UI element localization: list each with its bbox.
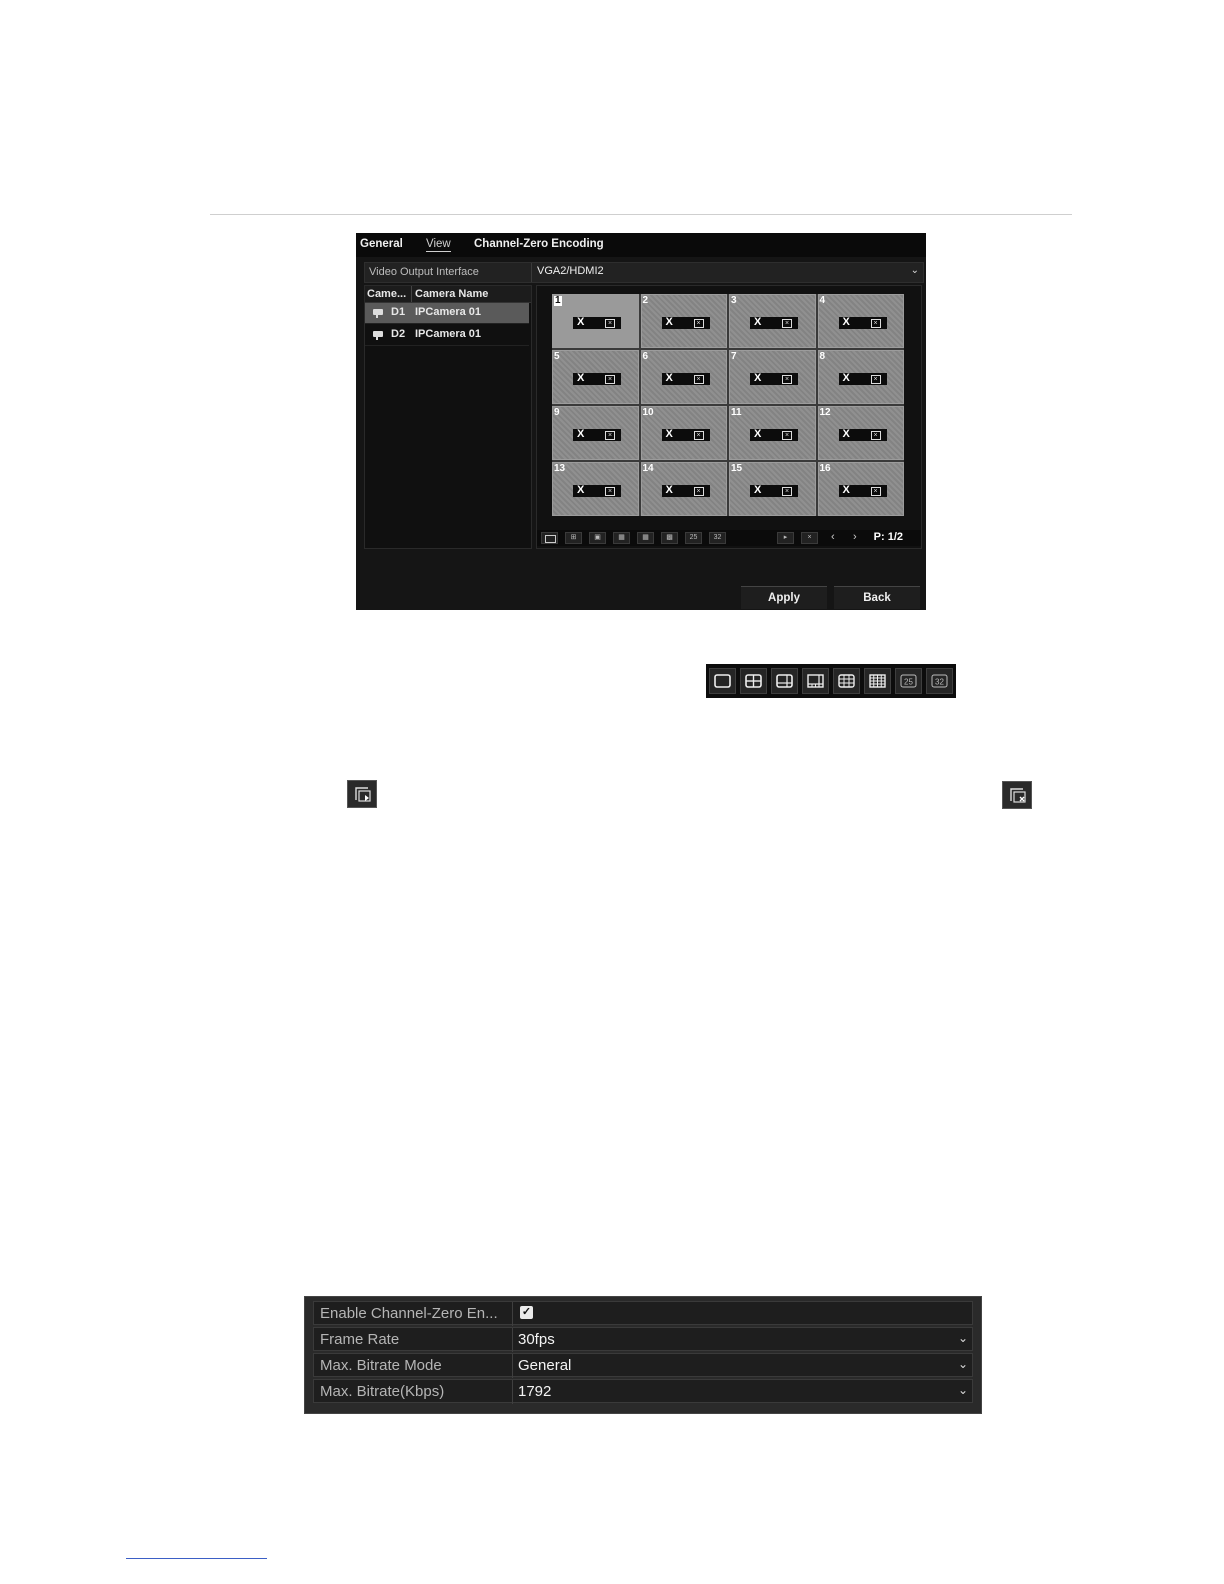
window-number: 9 <box>554 407 560 418</box>
window-channel-bar <box>573 485 621 497</box>
layout-window-8[interactable] <box>818 350 905 404</box>
window-number: 11 <box>731 407 742 418</box>
max-bitrate-mode-label: Max. Bitrate Mode <box>320 1357 442 1374</box>
tab-general[interactable]: General <box>360 238 403 250</box>
layout-6-button[interactable] <box>771 668 798 694</box>
window-channel-label: X <box>754 316 762 328</box>
tab-channel-zero-encoding[interactable]: Channel-Zero Encoding <box>474 238 604 250</box>
window-number: 15 <box>731 463 743 474</box>
max-bitrate-row[interactable] <box>313 1379 973 1403</box>
camera-icon <box>373 331 383 337</box>
window-channel-label: X <box>665 316 673 328</box>
window-channel-bar <box>573 317 621 329</box>
layout-25-label: 25 <box>904 677 913 687</box>
layout-buttons-illustration <box>706 664 956 698</box>
start-live-view-icon <box>347 780 377 808</box>
layout-window-9[interactable] <box>552 406 639 460</box>
camera-name: IPCamera 01 <box>415 306 482 318</box>
layout-window-16[interactable] <box>818 462 905 516</box>
view-settings-dialog <box>356 233 926 610</box>
layout-window-11[interactable] <box>729 406 816 460</box>
close-icon[interactable]: × <box>694 487 704 496</box>
layout-9-button[interactable]: ▦ <box>637 532 654 544</box>
page-indicator: P: 1/2 <box>873 531 903 543</box>
layout-25-button[interactable]: 25 <box>685 532 702 544</box>
layout-window-2[interactable] <box>641 294 728 348</box>
divider <box>512 1380 513 1404</box>
enable-channel-zero-label: Enable Channel-Zero En... <box>320 1305 498 1322</box>
stop-live-view-icon[interactable]: × <box>801 532 818 544</box>
window-channel-label: X <box>842 372 850 384</box>
camera-no: D2 <box>391 328 406 340</box>
layout-window-13[interactable] <box>552 462 639 516</box>
divider <box>411 286 412 302</box>
window-channel-label: X <box>842 316 850 328</box>
close-icon[interactable]: × <box>694 319 704 328</box>
divider <box>531 263 532 282</box>
window-number: 1 <box>555 295 561 306</box>
layout-window-15[interactable] <box>729 462 816 516</box>
window-channel-bar <box>573 373 621 385</box>
camera-no: D1 <box>391 306 406 318</box>
window-channel-label: X <box>754 484 762 496</box>
window-channel-label: X <box>754 428 762 440</box>
layout-32-button[interactable] <box>926 668 953 694</box>
layout-16-button[interactable] <box>864 668 891 694</box>
tab-view[interactable]: View <box>426 238 451 250</box>
frame-rate-label: Frame Rate <box>320 1331 400 1348</box>
video-output-label: Video Output Interface <box>369 266 479 278</box>
layout-1-button[interactable] <box>709 668 736 694</box>
close-icon[interactable]: × <box>782 375 792 384</box>
window-channel-bar <box>750 429 798 441</box>
layout-1-button[interactable] <box>541 532 558 544</box>
camera-row-d1[interactable] <box>365 303 529 324</box>
layout-window-4[interactable] <box>818 294 905 348</box>
frame-rate-row[interactable] <box>313 1327 973 1351</box>
window-number: 8 <box>819 351 826 362</box>
window-channel-label: X <box>842 428 850 440</box>
layout-window-7[interactable] <box>729 350 816 404</box>
frame-rate-value: 30fps <box>518 1331 555 1348</box>
layout-16-button[interactable]: ▩ <box>661 532 678 544</box>
layout-window-3[interactable] <box>729 294 816 348</box>
live-view-layout-panel <box>536 285 922 549</box>
chevron-down-icon: ⌄ <box>957 1331 968 1345</box>
window-channel-label: X <box>577 484 585 496</box>
layout-window-1[interactable] <box>552 294 639 348</box>
window-channel-bar <box>839 429 887 441</box>
close-icon[interactable]: × <box>605 487 615 496</box>
divider <box>512 1328 513 1352</box>
layout-window-14[interactable] <box>641 462 728 516</box>
close-icon[interactable]: × <box>871 375 881 384</box>
enable-channel-zero-checkbox[interactable]: ✓ <box>521 1306 532 1318</box>
layout-window-5[interactable] <box>552 350 639 404</box>
header-rule <box>210 214 1072 215</box>
chevron-down-icon: ⌄ <box>957 1357 968 1371</box>
layout-6-button[interactable]: ▣ <box>589 532 606 544</box>
layout-window-10[interactable] <box>641 406 728 460</box>
camera-list-header <box>365 286 531 303</box>
window-channel-bar <box>750 485 798 497</box>
layout-8-button[interactable]: ▦ <box>613 532 630 544</box>
layout-toolbar <box>537 530 921 546</box>
close-icon[interactable]: × <box>782 487 792 496</box>
close-icon[interactable]: × <box>694 375 704 384</box>
window-channel-label: X <box>577 428 585 440</box>
window-number: 13 <box>554 463 566 474</box>
start-live-view-icon[interactable]: ▸ <box>777 532 794 544</box>
camera-row-d2[interactable] <box>365 325 529 346</box>
window-channel-label: X <box>842 484 850 496</box>
apply-button[interactable]: Apply <box>741 586 827 609</box>
column-header-camera-no[interactable]: Came... <box>367 288 407 300</box>
layout-32-label: 32 <box>935 677 944 687</box>
max-bitrate-value: 1792 <box>518 1383 552 1400</box>
window-number: 14 <box>642 463 654 474</box>
close-icon[interactable]: × <box>871 487 881 496</box>
chevron-down-icon: ⌄ <box>910 265 919 276</box>
max-bitrate-label: Max. Bitrate(Kbps) <box>320 1383 445 1400</box>
window-channel-bar <box>839 485 887 497</box>
close-icon[interactable]: × <box>782 319 792 328</box>
window-number: 10 <box>642 407 654 418</box>
layout-4-button[interactable]: ⊞ <box>565 532 582 544</box>
layout-window-12[interactable] <box>818 406 905 460</box>
window-channel-label: X <box>665 372 673 384</box>
layout-8-button[interactable] <box>802 668 829 694</box>
window-channel-bar <box>662 317 710 329</box>
window-channel-label: X <box>665 428 673 440</box>
close-icon[interactable]: × <box>871 319 881 328</box>
window-number: 3 <box>731 295 737 306</box>
close-icon[interactable]: × <box>605 431 615 440</box>
camera-list <box>364 285 532 549</box>
window-channel-label: X <box>665 484 673 496</box>
tab-bar <box>356 233 926 257</box>
layout-25-button[interactable] <box>895 668 922 694</box>
close-icon[interactable]: × <box>782 431 792 440</box>
window-number: 12 <box>819 407 831 418</box>
max-bitrate-mode-row[interactable] <box>313 1353 973 1377</box>
window-number: 2 <box>642 295 649 306</box>
close-icon[interactable]: × <box>605 319 615 328</box>
max-bitrate-mode-value: General <box>518 1357 572 1374</box>
camera-icon <box>373 309 383 315</box>
window-channel-bar <box>750 317 798 329</box>
window-channel-bar <box>839 317 887 329</box>
previous-page-button[interactable]: ‹ <box>831 531 835 543</box>
layout-grid <box>552 294 904 516</box>
layout-9-button[interactable] <box>833 668 860 694</box>
video-output-select[interactable] <box>364 262 924 283</box>
window-channel-bar <box>662 373 710 385</box>
window-channel-bar <box>662 485 710 497</box>
back-button[interactable]: Back <box>834 586 920 609</box>
close-icon[interactable]: × <box>694 431 704 440</box>
chevron-down-icon: ⌄ <box>957 1383 968 1397</box>
window-number: 7 <box>731 351 737 362</box>
next-page-button[interactable]: › <box>853 531 857 543</box>
window-number: 6 <box>642 351 649 362</box>
window-number: 16 <box>819 463 831 474</box>
enable-channel-zero-row <box>313 1301 973 1325</box>
divider <box>512 1354 513 1378</box>
window-channel-label: X <box>577 316 585 328</box>
window-channel-bar <box>573 429 621 441</box>
window-channel-bar <box>662 429 710 441</box>
divider <box>512 1302 513 1326</box>
channel-zero-encoding-table <box>304 1296 982 1414</box>
window-number: 4 <box>819 295 826 306</box>
stop-live-view-icon <box>1002 781 1032 809</box>
video-output-value: VGA2/HDMI2 <box>537 265 604 277</box>
window-channel-label: X <box>754 372 762 384</box>
layout-32-button[interactable]: 32 <box>709 532 726 544</box>
close-icon[interactable]: × <box>605 375 615 384</box>
window-channel-label: X <box>577 372 585 384</box>
footnote-link-rule <box>126 1558 267 1559</box>
window-channel-bar <box>750 373 798 385</box>
layout-4-button[interactable] <box>740 668 767 694</box>
camera-name: IPCamera 01 <box>415 328 482 340</box>
layout-window-6[interactable] <box>641 350 728 404</box>
column-header-camera-name[interactable]: Camera Name <box>415 288 489 300</box>
window-channel-bar <box>839 373 887 385</box>
window-number: 5 <box>554 351 560 362</box>
close-icon[interactable]: × <box>871 431 881 440</box>
